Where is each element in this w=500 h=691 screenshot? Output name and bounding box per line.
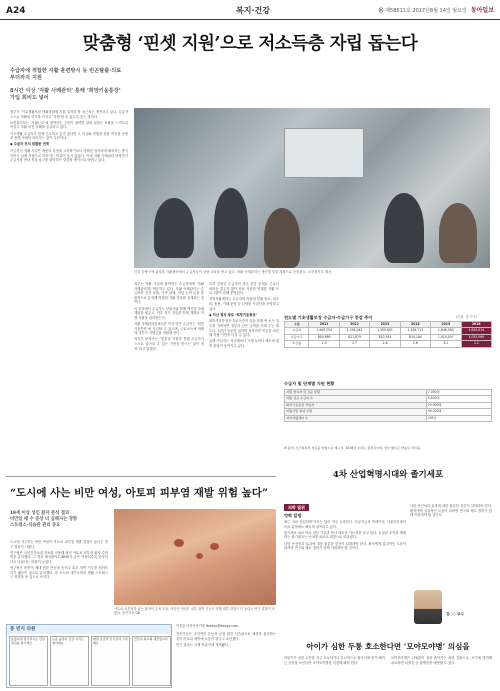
table-cell: 1,469,254 (309, 328, 339, 334)
table-cell: 2.6 (370, 341, 400, 347)
paragraph: 기초생활 수급자가 현재 근로하고 있지 않다면 그 이유와 자립을 위한 여건을 상담을 통해 자세히 파악하는 것이 우선이다. (10, 131, 128, 141)
issue-info: ㉿ 제58511호 2017년8월 14일 월요일 (378, 8, 467, 14)
table-cell: 5,500명 (426, 396, 491, 402)
subhead-line: 19세 이상 성인 환자 분석 결과 (10, 511, 70, 516)
paragraph: 이 과정에서 수급자는 상담사와 함께 개인별 자립 계획을 세우고, 이후 정기 점검을 통해 계획의 이행 상황을 관리받는다. (134, 306, 204, 320)
paragraph: 최근 ‘4차 산업혁명’이라는 말이 자주 등장한다. 인공지능과 빅데이터, 사물인터넷이 의료 분야에도 빠르게 접목되고 있다. (284, 520, 406, 529)
table-header: 2012 (339, 322, 369, 328)
article2-col1 (10, 540, 108, 622)
paragraph: 보건복지부는 ‘자활근로’에 참여하는 주민이 참여한 뒤에 일하는 보람을 느끼도록 이끌고 자활 성공 사례를 공유하고 있다. (10, 120, 128, 130)
table-header: 2016 (461, 322, 491, 328)
section-heading: ◆ 수급자 전의 원활한 연계 (10, 142, 49, 147)
table-header: 구분 (285, 322, 309, 328)
table1-unit: (단위: 명·가구) (456, 315, 477, 319)
paragraph: 특히 중장년 수급자의 경우 건강 문제로 근로가 어려운 경우가 많아 의료 지원과 연계한 자활 프로그램이 함께 운영된다. (209, 282, 279, 296)
paper-name: 동아일보 (470, 7, 494, 14)
masthead (379, 7, 494, 15)
table-cell: 1,328,713 (400, 328, 430, 334)
photo-caption: 아토피 피부염을 앓는 환자의 손목 모습. 비만인 여성은 피부 장벽 기능이 약해 재발 위험이 더 높다는 연구 결과가 나왔다. 동아일보 DB (114, 607, 275, 616)
paragraph: 복지부 관계자는 “맞춤형 지원을 통해 수급자가 스스로 일어설 수 있는 기반을 만드는 것이 목표”라고 말했다. (134, 337, 204, 351)
paragraph: 지역자활센터는 수급자의 적성에 맞춰 청소, 집수리, 돌봄, 카페 운영 등 다양한 사업단을 운영하고 있다. (209, 297, 279, 311)
article1-col1 (10, 110, 128, 472)
column-box (284, 504, 404, 518)
paragraph: 다만 안전성과 효과에 대한 충분한 검증이 뒤따라야 한다. 환자에게 실질적인 도움이 되려면 연구와 제도 정비가 함께 이뤄져야 할 것이다. (410, 504, 492, 518)
subhead-line: 스트레스·식습관 관리 중요 (10, 522, 61, 528)
subhead-2: 8시간 이상 ‘자활 사례관리’ 통해 ‘희망키움통장’ 가입 회비도 넣어 (10, 88, 121, 102)
table-cell: 1,646,363 (431, 328, 461, 334)
main-headline: 맞춤형 ‘핀셋 지원’으로 저소득층 자립 돕는다 (82, 34, 418, 54)
article1-col2 (134, 282, 204, 472)
table-cell: 2.6 (400, 341, 430, 347)
table-row (285, 415, 492, 421)
paragraph: 어린이가 심한 두통을 자주 호소하거나 일시적으로 팔다리에 힘이 빠지는 증상을 보인다면 모야모야병을 의심해 봐야 한다. (284, 656, 385, 665)
table-cell: 814,184 (400, 334, 430, 340)
table-cell: 자활 참여자 및 성공 현황 (285, 390, 427, 396)
table-cell: 자활 성공 수급자 수 (285, 396, 427, 402)
table-cell: 2.9 (309, 341, 339, 347)
table-cell: 850,689 (309, 334, 339, 340)
paragraph: 전문가들은 규칙적인 운동과 균형 잡힌 식습관으로 체중을 관리하는 것이 아토피 예방에 도움이 된다고 조언했다. (176, 632, 276, 641)
column-title: 약학 칼럼 (284, 513, 302, 518)
subhead-line: 비만일 때 수 증상 더 심해지는 경향 (10, 516, 78, 522)
paragraph: 연구팀은 국민건강보험 자료를 이용해 성인 아토피 피부염 환자 수만 명을 분석했다. 그 결과 체질량지수(BMI)가 높은 여성일수록 증상이 다시 나타나는 비율이 높았다. (10, 550, 108, 565)
table-cell: 20,000명 (426, 402, 491, 408)
paragraph: 희망키움통장은 저소득층이 일을 통해 번 소득 일부를 저축하면 정부가 같은 금액을 더해 주는 제도다. 3년간 꾸준히 일하며 저축하면 목돈을 마련해 자립 기반을 다질 수 있다. (209, 319, 279, 338)
table-note: ※ 출처: 보건복지부 자료를 바탕으로 재구성. 2016년 수치는 잠정치이며, 일부 항목은 반올림 처리됨. (284, 446, 421, 450)
table1 (284, 321, 492, 348)
columnist-portrait (414, 590, 442, 624)
paragraph: 다만 안전성과 효과에 대한 충분한 검증이 뒤따라야 한다. 환자에게 실질적인 도움이 되려면 연구와 제도 정비가 함께 이뤄져야 할 것이다. (284, 541, 406, 551)
comic-title: 풍 빈지 의원 (7, 625, 171, 634)
comic-pane: 총총하면 정기적으로 건강 검진을 받으세요 (9, 636, 48, 686)
columnist-byline: 김○○ 교수 (446, 612, 464, 616)
column2-body-1 (284, 656, 385, 688)
table-cell: 821,879 (339, 334, 369, 340)
article1-col3 (209, 282, 279, 472)
article2-headline: “도시에 사는 비만 여성, 아토피 피부염 재발 위험 높다” (10, 487, 268, 499)
table-row (285, 341, 492, 347)
table-cell: 1,350,891 (370, 328, 400, 334)
paragraph: 올해 가입자는 지난해보다 크게 늘어나 제도에 대한 관심이 높아지고 있다. (209, 339, 279, 349)
table-header: 2015 (431, 322, 461, 328)
comic-pane: 요즘 습관이 건강 지키는 법이에요 (50, 636, 89, 686)
table-cell: 1,035,069 (461, 334, 491, 340)
table-cell: 2.7 (339, 341, 369, 347)
column-tag: 의학 열위 (284, 504, 309, 511)
table-cell: 249곳 (426, 415, 491, 421)
table-header: 2014 (400, 322, 430, 328)
table-header: 2013 (370, 322, 400, 328)
paragraph: 정부는 자활 사업에 참여하는 수급자에게 ‘자활 사례관리’를 제공하고 있다. 자활 사례관리는 수급자의 건강 상태, 가족 관계, 직업 능력 등을 종합적으로 분석해 적합한 자활 경로를 설계하는 것이다. (134, 282, 204, 305)
paragraph: 줄기세포 치료 역시 첨단 기술과 만나 새로운 가능성을 열고 있다. 손상된 조직을 재생하는 줄기세포는 난치병 치료의 희망으로 떠올랐다. (284, 530, 406, 540)
paragraph: 정부가 ‘기초생활보장 생활복합제 지원 일자리’를 차근차근 개선하고 있다. 수급자 스스로 자활의 의지를 가지고 ‘자립’할 수 있도록 돕는 것이다. (10, 110, 128, 119)
comic-strip (6, 624, 172, 688)
paragraph: 도시에 거주하는 비만 여성이 아토피 피부염 재발 위험이 높다는 연구 결과가 나왔다. (10, 540, 108, 549)
photo-caption: 서울 중랑구에 위치한 자활센터에서 수급자들이 상담·교육을 받고 있다. 자활 사례관리는 개인별 맞춤 계획으로 운영된다. 보건복지부 제공 (134, 270, 332, 274)
table-cell: 45,000명 (426, 409, 491, 415)
table1-title: 연도별 기초생활보장 수급자·수급가구 증감 추이 (284, 315, 373, 320)
paragraph: 연구팀은 비만이 체내 염증 반응을 높이고 피부 장벽 기능을 떨어뜨리기 때문인 것으로 분석했다. 또 도시의 대기오염과 생활 스트레스도 영향을 준 것으로 보인다. (10, 566, 108, 580)
article-photo (134, 108, 490, 268)
table-cell: 지역자활센터 수 (285, 415, 427, 421)
table-cell: 1,630,614 (461, 328, 491, 334)
table-cell: 3.2 (461, 341, 491, 347)
paragraph: 모야모야병은 뇌혈관이 점차 좁아지는 희귀 질환으로, 조기에 발견해 치료하면 뇌졸중 등 합병증을 예방할 수 있다. (391, 656, 492, 665)
table-cell: 1,014,097 (431, 334, 461, 340)
table-cell: 7,000명 (426, 390, 491, 396)
side-headline: 4차 산업혁명시대와 졸기세포 (332, 470, 444, 480)
paragraph: 지금까지 자활 사업은 개인의 특성을 고려하기보다 정해진 일자리에 배치하는 방식이어서 실제 자립으로 이어지는 비율이 높지 않았다. 이에 자활 사례관리 담당자가 수급자를 만나 직접 욕구를 파악하는 맞춤형 방식으로 바뀌고 있다. (10, 149, 128, 163)
paragraph: 자활 사례관리를 8시간 이상 받은 수급자는 ‘희망키움통장’에 가입할 수 있으며, 근로소득에 비례해 정부가 지원금을 적립해 준다. (134, 322, 204, 336)
table-cell: 수급률 (285, 341, 309, 347)
table2-title: 수급자 및 단계별 지원 현황 (284, 381, 335, 386)
comic-pane: 건강이 최고의 재산입니다 (132, 636, 171, 686)
table-cell: 3.2 (431, 341, 461, 347)
comic-pane: 매일 조금씩 걷기부터 시작해요 (91, 636, 130, 686)
table-header: 2011 (309, 322, 339, 328)
section-title: 복지·건강 (236, 6, 270, 15)
column2-title: 아이가 심한 두통 호소한다면 ‘모야모야병’ 의심을 (306, 642, 470, 651)
table-cell: 희망키움통장 가입자 (285, 402, 427, 408)
paragraph: 연구 결과는 국제 학술지에 게재됐다. (176, 642, 230, 647)
article2-byline: 이진한 의학전문기자 likeday@donga.com (176, 624, 239, 628)
presentation-screen (284, 128, 364, 178)
section-heading: ◆ 자산 형성 통로 ‘희망키움통장’ (209, 312, 257, 317)
column-body (284, 520, 406, 638)
article2-subhead (10, 511, 108, 528)
table-cell: 수급가구 (285, 334, 309, 340)
column2-body-2 (391, 656, 492, 688)
section-divider (6, 476, 276, 477)
table2 (284, 389, 492, 422)
subhead-1: 수급자에 적합한 자활 훈련방식 등 빈곤탈출·의료 부터까지 지원 (10, 68, 122, 82)
article2-col2 (176, 632, 276, 688)
table-cell: 자활사업 참여 인원 (285, 409, 427, 415)
table-cell: 810,544 (370, 334, 400, 340)
column-body-2 (410, 504, 492, 588)
table-cell: 수급자 (285, 328, 309, 334)
table-cell: 1,394,042 (339, 328, 369, 334)
skin-photo (114, 509, 276, 605)
page-number: A24 (6, 6, 26, 16)
